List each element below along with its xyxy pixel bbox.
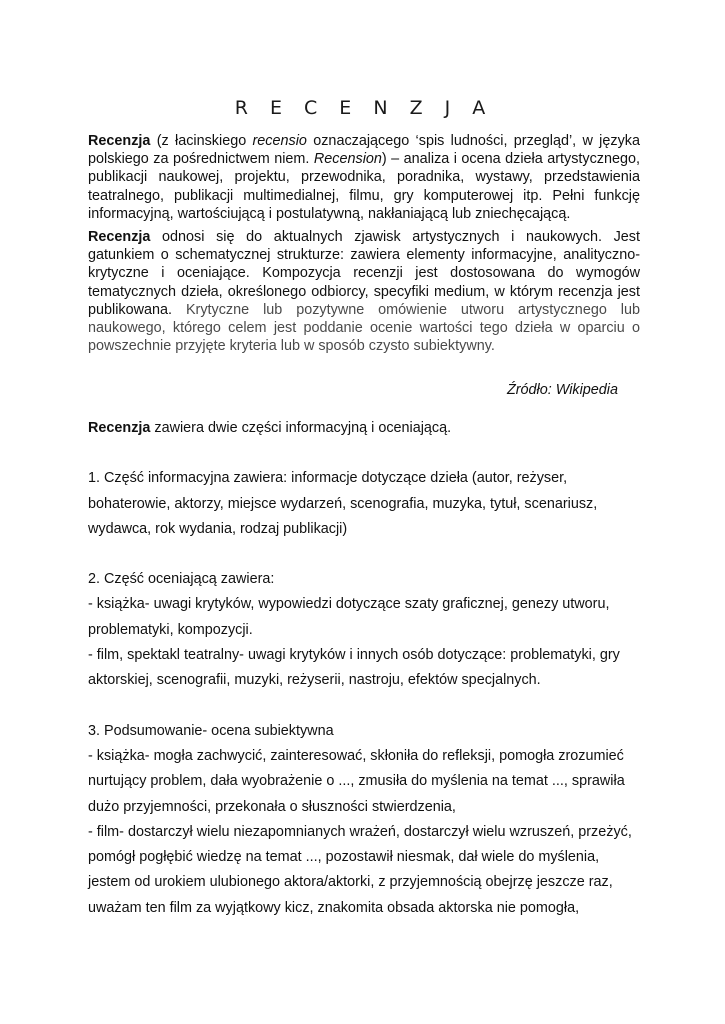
part3-heading: 3. Podsumowanie- ocena subiektywna [88,722,334,739]
part3-line: nurtujący problem, dała wyobrażenie o ..., zmusiła do myślenia na temat ..., sprawiła [88,773,625,790]
term-bold: Recenzja [88,133,151,149]
intro-text-definition: Krytyczne lub pozytywne omówienie utworu artystycznego lub naukowego, którego celem jest poddanie ocenie wartości tego dzieła w oparciu o powszechnie przyjęte kryteria lub w sposób czysto subiektywny. [88,301,640,355]
structure-line [88,416,648,441]
intro-text: odnosi się do aktualnych zjawisk artystycznych i naukowych. Jest gatunkiem o schematycznej strukturze: zawiera elementy informacyjne, analityczno-krytyczne i oceniające. Kompozycja recenzji jest dostosowana do wymogów tematycznych dzieła, określonego odbiorcy, specyfiki medium, w którym recenzja jest publikowana. [88,229,640,318]
intro-text: (z łacinskiego [150,133,253,149]
part2-line: - książka- uwagi krytyków, wypowiedzi dotyczące szaty graficznej, genezy utworu, [88,596,610,613]
part1-line: bohaterowie, aktorzy, miejsce wydarzeń, scenografia, muzyka, tytuł, scenariusz, [88,495,598,512]
part1-line: 1. Część informacyjna zawiera: informacje dotyczące dzieła (autor, reżyser, [88,470,568,487]
part3-line: pomógł pogłębić wiedzę na temat ..., pozostawił niesmak, dał wiele do myślenia, [88,849,600,866]
part3-line: - książka- mogła zachwycić, zainteresować, skłoniła do refleksji, pomogła zrozumieć [88,747,624,764]
body-section [88,416,648,921]
part2-line: - film, spektakl teatralny- uwagi krytyków i innych osób dotyczące: problematyki, gry [88,647,620,664]
part2-line: 2. Część oceniającą zawiera: [88,571,275,588]
intro-text: oznaczającego ‘spis ludności, przegląd’, w języka polskiego za pośrednictwem niem. [88,133,640,168]
intro-paragraph-2 [88,228,640,355]
intro-section [88,132,640,360]
part3-line: jestem od urokiem ulubionego aktora/aktorki, z przyjemnością obejrzę jeszcze raz, [88,874,613,891]
part2-line: aktorskiej, scenografii, muzyki, reżyserii, nastroju, efektów specjalnych. [88,672,541,689]
intro-paragraph-1 [88,132,640,223]
source-citation: Źródło: Wikipedia [506,382,618,398]
part2-line: problematyki, kompozycji. [88,621,253,638]
german-term: Recension [313,151,382,168]
part3-line: - film- dostarczył wielu niezapomnianych wrażeń, dostarczył wielu wzruszeń, przeżyć, [88,823,632,840]
structure-text: zawiera dwie części informacyjną i oceniającą. [150,420,452,436]
latin-term: recensio [252,133,307,149]
term-bold: Recenzja [88,420,151,436]
intro-text: ) – analiza i ocena dzieła artystycznego, publikacji naukowej, projektu, przewodnika, poradnika, wystawy, przedstawienia teatralnego, publikacji multimedialnej, filmu, gry komputerowej itp. Pełni funkcję informacyjną, wartościującą i postulatywną, nakłaniającą lub zniechęcającą. [88,151,640,222]
part1-line: wydawca, rok wydania, rodzaj publikacji) [88,520,348,537]
document-title: R E C E N Z J A [234,97,494,119]
part3-line: dużo przyjemności, przekonała o słuszności stwierdzenia, [88,798,456,815]
part3-line: uważam ten film za wyjątkowy kicz, znakomita obsada aktorska nie pomogła, [88,899,580,916]
term-bold: Recenzja [88,229,151,246]
